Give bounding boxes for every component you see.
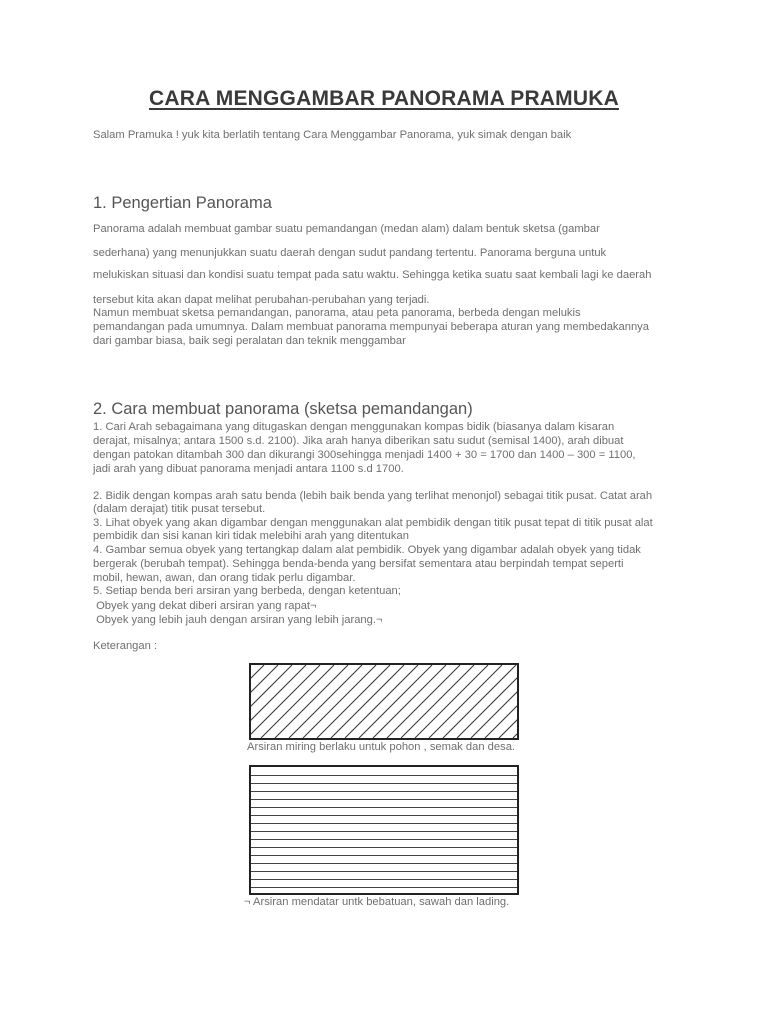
step-line: pembidik dan sisi kanan kiri tidak melebihi arah yang ditentukan (93, 530, 409, 542)
step-line: 5. Setiap benda beri arsiran yang berbeda, dengan ketentuan; (93, 585, 401, 597)
step-line: derajat, misalnya; antara 1500 s.d. 2100). Jika arah hanya diberikan satu sudut (semisal 1400), arah dibuat (93, 435, 624, 447)
step-line: Obyek yang dekat diberi arsiran yang rapat¬ (93, 600, 317, 612)
paragraph-line: tersebut kita akan dapat melihat perubahan-perubahan yang terjadi. (93, 294, 430, 306)
step-line: bergerak (berubah tempat). Sehingga benda-benda yang bersifat sementara atau berpindah tempat seperti (93, 558, 624, 570)
step-line: jadi arah yang dibuat panorama menjadi antara 1100 s.d 1700. (93, 463, 404, 475)
diagonal-hatch-caption: Arsiran miring berlaku untuk pohon , semak dan desa. (247, 741, 516, 753)
step-line: (dalam derajat) titik pusat tersebut. (93, 503, 266, 515)
page-title: CARA MENGGAMBAR PANORAMA PRAMUKA (149, 87, 619, 110)
step-line: dengan patokan ditambah 300 dan dikurangi 300sehingga menjadi 1400 + 30 = 1700 dan 1400 – 300 = 1100, (93, 449, 636, 461)
intro-text: Salam Pramuka ! yuk kita berlatih tentang Cara Menggambar Panorama, yuk simak dengan baik (93, 129, 572, 141)
section-heading: 2. Cara membuat panorama (sketsa pemandangan) (93, 400, 473, 418)
keterangan-label: Keterangan : (93, 640, 158, 652)
paragraph-line: pemandangan pada umumnya. Dalam membuat panorama mempunyai beberapa aturan yang membedakannya (93, 321, 649, 333)
section-heading: 1. Pengertian Panorama (93, 194, 272, 212)
paragraph-line: dari gambar biasa, baik segi peralatan dan teknik menggambar (93, 335, 406, 347)
step-line: mobil, hewan, awan, dan orang tidak perlu digambar. (93, 572, 356, 584)
step-line: 4. Gambar semua obyek yang tertangkap dalam alat pembidik. Obyek yang digambar adalah obyek yang tidak (93, 544, 641, 556)
paragraph-line: Namun membuat sketsa pemandangan, panorama, atau peta panorama, berbeda dengan melukis (93, 307, 581, 319)
horizontal-hatch-pattern (251, 767, 517, 893)
step-line: 1. Cari Arah sebagaimana yang ditugaskan dengan menggunakan kompas bidik (biasanya dalam kisaran (93, 421, 615, 433)
paragraph-line: Panorama adalah membuat gambar suatu pemandangan (medan alam) dalam bentuk sketsa (gambar (93, 223, 600, 235)
step-line: 2. Bidik dengan kompas arah satu benda (lebih baik benda yang terlihat menonjol) sebagai titik pusat. Catat arah (93, 490, 653, 502)
horizontal-hatch-sample (249, 765, 519, 895)
paragraph-line: sederhana) yang menunjukkan suatu daerah dengan sudut pandang tertentu. Panorama berguna untuk (93, 247, 607, 259)
diagonal-hatch-sample (249, 663, 519, 740)
step-line: Obyek yang lebih jauh dengan arsiran yang lebih jarang.¬ (93, 614, 383, 626)
step-line: 3. Lihat obyek yang akan digambar dengan menggunakan alat pembidik dengan titik pusat tepat di titik pusat alat (93, 517, 653, 529)
horizontal-hatch-caption: ¬ Arsiran mendatar untk bebatuan, sawah dan lading. (244, 896, 510, 908)
paragraph-line: melukiskan situasi dan kondisi suatu tempat pada satu waktu. Sehingga ketika suatu saat kembali lagi ke daerah (93, 269, 652, 281)
diagonal-hatch-pattern (251, 665, 517, 738)
